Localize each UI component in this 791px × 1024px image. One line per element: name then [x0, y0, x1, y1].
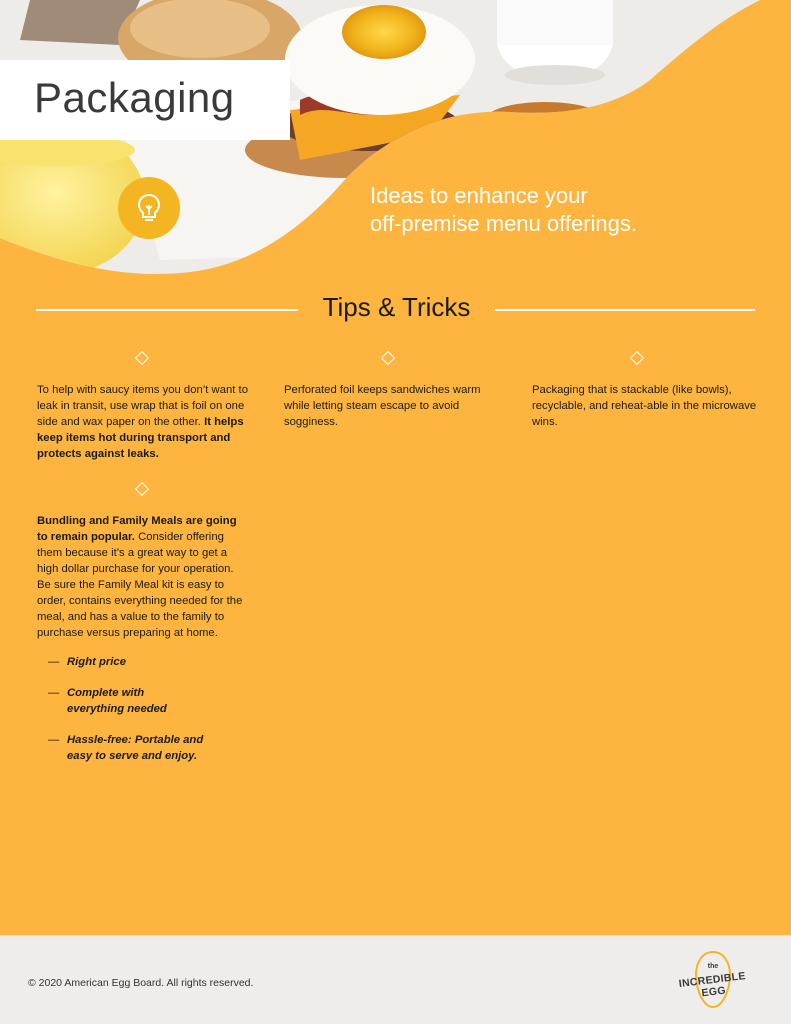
page-title: Packaging — [34, 74, 235, 121]
section-title: Tips & Tricks — [322, 292, 471, 322]
diamond-icon — [381, 351, 395, 365]
dash: — — [48, 687, 60, 699]
dash: — — [48, 734, 60, 746]
tip-family-text: Consider offering them because it’s a great way to get a high dollar purchase for your operation. Be sure the Family Meal kit is easy to order, contains everything needed for the meal, and has a value to the family to purchase versus preparing at home. — [37, 531, 243, 639]
title-box — [0, 60, 290, 140]
tip-perforated-foil — [284, 382, 498, 430]
tagline — [370, 182, 730, 238]
divider-left — [36, 309, 298, 311]
bullet-list — [48, 654, 248, 779]
hero-image — [0, 0, 791, 290]
list-item — [48, 685, 248, 717]
list-item — [48, 732, 248, 764]
diamond-icon — [135, 351, 149, 365]
divider-right — [495, 309, 755, 311]
lightbulb-badge — [118, 177, 180, 239]
logo-the: the — [707, 963, 719, 970]
tip-stackable-text: Packaging that is stackable (like bowls), recyclable, and reheat-able in the microwave wins. — [532, 384, 757, 428]
tip-stackable — [532, 382, 758, 430]
bullet-text: Complete with everything needed — [67, 687, 167, 715]
copyright: © 2020 American Egg Board. All rights reserved. — [28, 977, 254, 989]
diamond-icon — [135, 482, 149, 496]
tip-family-bold: Bundling and Family Meals are going to remain popular. — [37, 515, 237, 543]
tip-wrap — [37, 382, 255, 462]
bullet-text: Right price — [67, 656, 126, 668]
tagline-line-1: Ideas to enhance your — [370, 183, 588, 208]
dash: — — [48, 656, 60, 668]
footer — [0, 935, 791, 1024]
logo-wordmark: INCREDIBLE EGG — [678, 969, 747, 1000]
tip-wrap-text: To help with saucy items you don’t want to leak in transit, use wrap that is foil on one side and wax paper on the other. — [37, 384, 248, 428]
breakfast-sandwich-photo — [0, 0, 791, 290]
egg-logo — [672, 949, 754, 1011]
tagline-line-2: off-premise menu offerings. — [370, 211, 637, 236]
tip-family-meals — [37, 513, 249, 641]
tip-foil-text: Perforated foil keeps sandwiches warm while letting steam escape to avoid sogginess. — [284, 384, 481, 428]
diamond-icon — [630, 351, 644, 365]
list-item — [48, 654, 248, 670]
bullet-text: Hassle-free: Portable and easy to serve and enjoy. — [67, 734, 204, 762]
lightbulb-icon — [132, 191, 166, 225]
tip-wrap-bold: It helps keep items hot during transport and protects against leaks. — [37, 416, 244, 460]
